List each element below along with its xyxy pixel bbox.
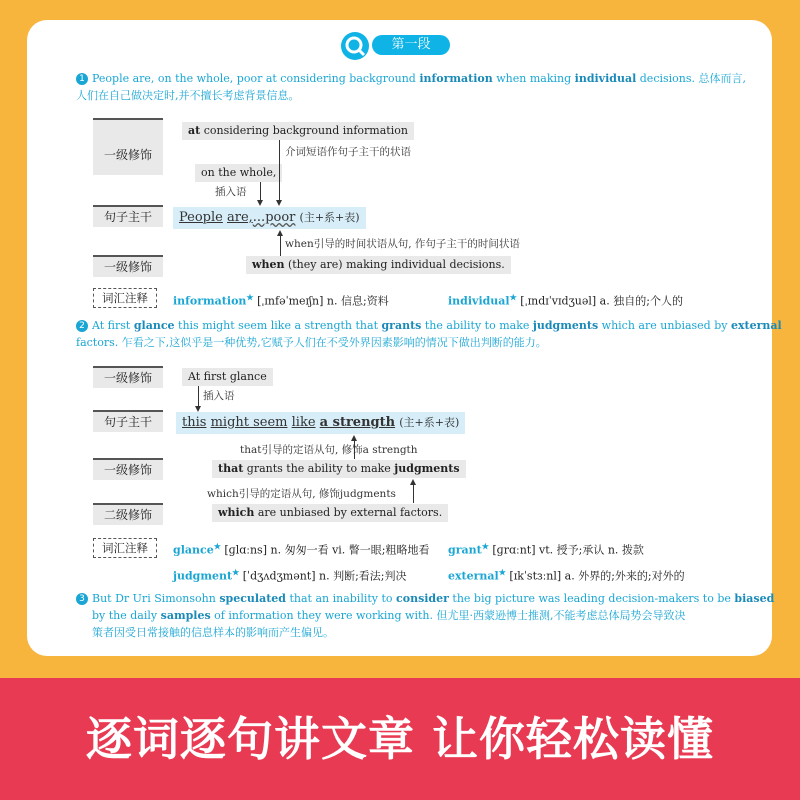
grammar-note: that引导的定语从句, 修饰a strength: [240, 444, 418, 456]
level-label: 一级修饰: [93, 366, 163, 388]
vocab-entry: grant★ [ɡrɑːnt] vt. 授予;承认 n. 拨款: [448, 541, 644, 557]
level-label: 一级修饰: [93, 118, 163, 175]
p2-translation: factors. 乍看之下,这似乎是一种优势,它赋予人们在不受外界因素影响的情况下做出判断的能力。: [76, 336, 547, 349]
grammar-note: 插入语: [215, 186, 247, 198]
arrow-down-icon: [276, 200, 282, 206]
connector-line: [280, 236, 281, 258]
vocab-label: 词汇注释: [93, 538, 157, 558]
arrow-down-icon: [257, 200, 263, 206]
modifier-phrase: at considering background information: [182, 122, 414, 140]
paragraph-number: 2: [76, 320, 88, 332]
paragraph-3: 3 But Dr Uri Simonsohn speculated that an inability to consider the big picture was leading decision-makers to be biased by the daily samples of information they were working with. 但尤里·西蒙逊博士推测,不能考虑总体局势会导致决 策者因受日常接触的信息样本的影响而产生偏见。: [76, 590, 774, 641]
paragraph-2: 2 At first glance this might seem like a strength that grants the ability to make judgments which are unbiased by external factors. 乍看之下,这似乎是一种优势,它赋予人们在不受外界因素影响的情况下做出判断的能力。: [76, 319, 782, 349]
paragraph-1: [76, 70, 746, 104]
promo-banner: 逐词逐句讲文章 让你轻松读懂: [0, 678, 800, 800]
vocab-entry: judgment★ [ˈdʒʌdʒmənt] n. 判断;看法;判决: [173, 567, 407, 583]
paragraph-number: 1: [76, 73, 88, 85]
level-label: 二级修饰: [93, 503, 163, 525]
modifier-phrase: when (they are) making individual decisions.: [246, 256, 511, 274]
modifier-phrase: on the whole,: [195, 164, 282, 182]
sentence-main: this might seem like a strength (主+系+表): [176, 412, 465, 434]
sentence-main: People are,...poor (主+系+表): [173, 207, 366, 229]
grammar-note: 插入语: [203, 390, 235, 402]
p1-keyword: individual: [574, 72, 637, 85]
section-title: 第一段: [372, 35, 450, 55]
level-label: 句子主干: [93, 205, 163, 227]
p1-keyword: information: [419, 72, 493, 85]
level-label: 句子主干: [93, 410, 163, 432]
connector-line: [198, 386, 199, 406]
connector-line: [279, 140, 280, 200]
vocab-entry: information★ [ˌɪnfəˈmeɪʃn] n. 信息;资料: [173, 292, 389, 308]
p1-text: decisions. 总体而言,: [636, 72, 746, 85]
grammar-note: which引导的定语从句, 修饰judgments: [207, 488, 396, 500]
modifier-phrase: which are unbiased by external factors.: [212, 504, 448, 522]
p1-text: when making: [492, 72, 575, 85]
vocab-entry: glance★ [ɡlɑːns] n. 匆匆一看 vi. 瞥一眼;粗略地看: [173, 541, 430, 557]
level-label: 一级修饰: [93, 255, 163, 277]
connector-line: [260, 182, 261, 200]
grammar-note: 介词短语作句子主干的状语: [285, 146, 411, 158]
vocab-entry: individual★ [ˌɪndɪˈvɪdʒuəl] a. 独自的;个人的: [448, 292, 683, 308]
modifier-phrase: At first glance: [182, 368, 273, 386]
vocab-entry: external★ [ɪkˈstɜːnl] a. 外界的;外来的;对外的: [448, 567, 685, 583]
connector-line: [413, 485, 414, 503]
modifier-phrase: that grants the ability to make judgments: [212, 460, 466, 478]
vocab-label: 词汇注释: [93, 288, 157, 308]
grammar-note: when引导的时间状语从句, 作句子主干的时间状语: [285, 238, 520, 250]
paragraph-number: 3: [76, 593, 88, 605]
p1-text: People are, on the whole, poor at considering background: [92, 72, 420, 85]
magnifier-icon: [341, 32, 369, 60]
level-label: 一级修饰: [93, 458, 163, 480]
p1-translation: 人们在自己做决定时,并不擅长考虑背景信息。: [76, 89, 300, 102]
